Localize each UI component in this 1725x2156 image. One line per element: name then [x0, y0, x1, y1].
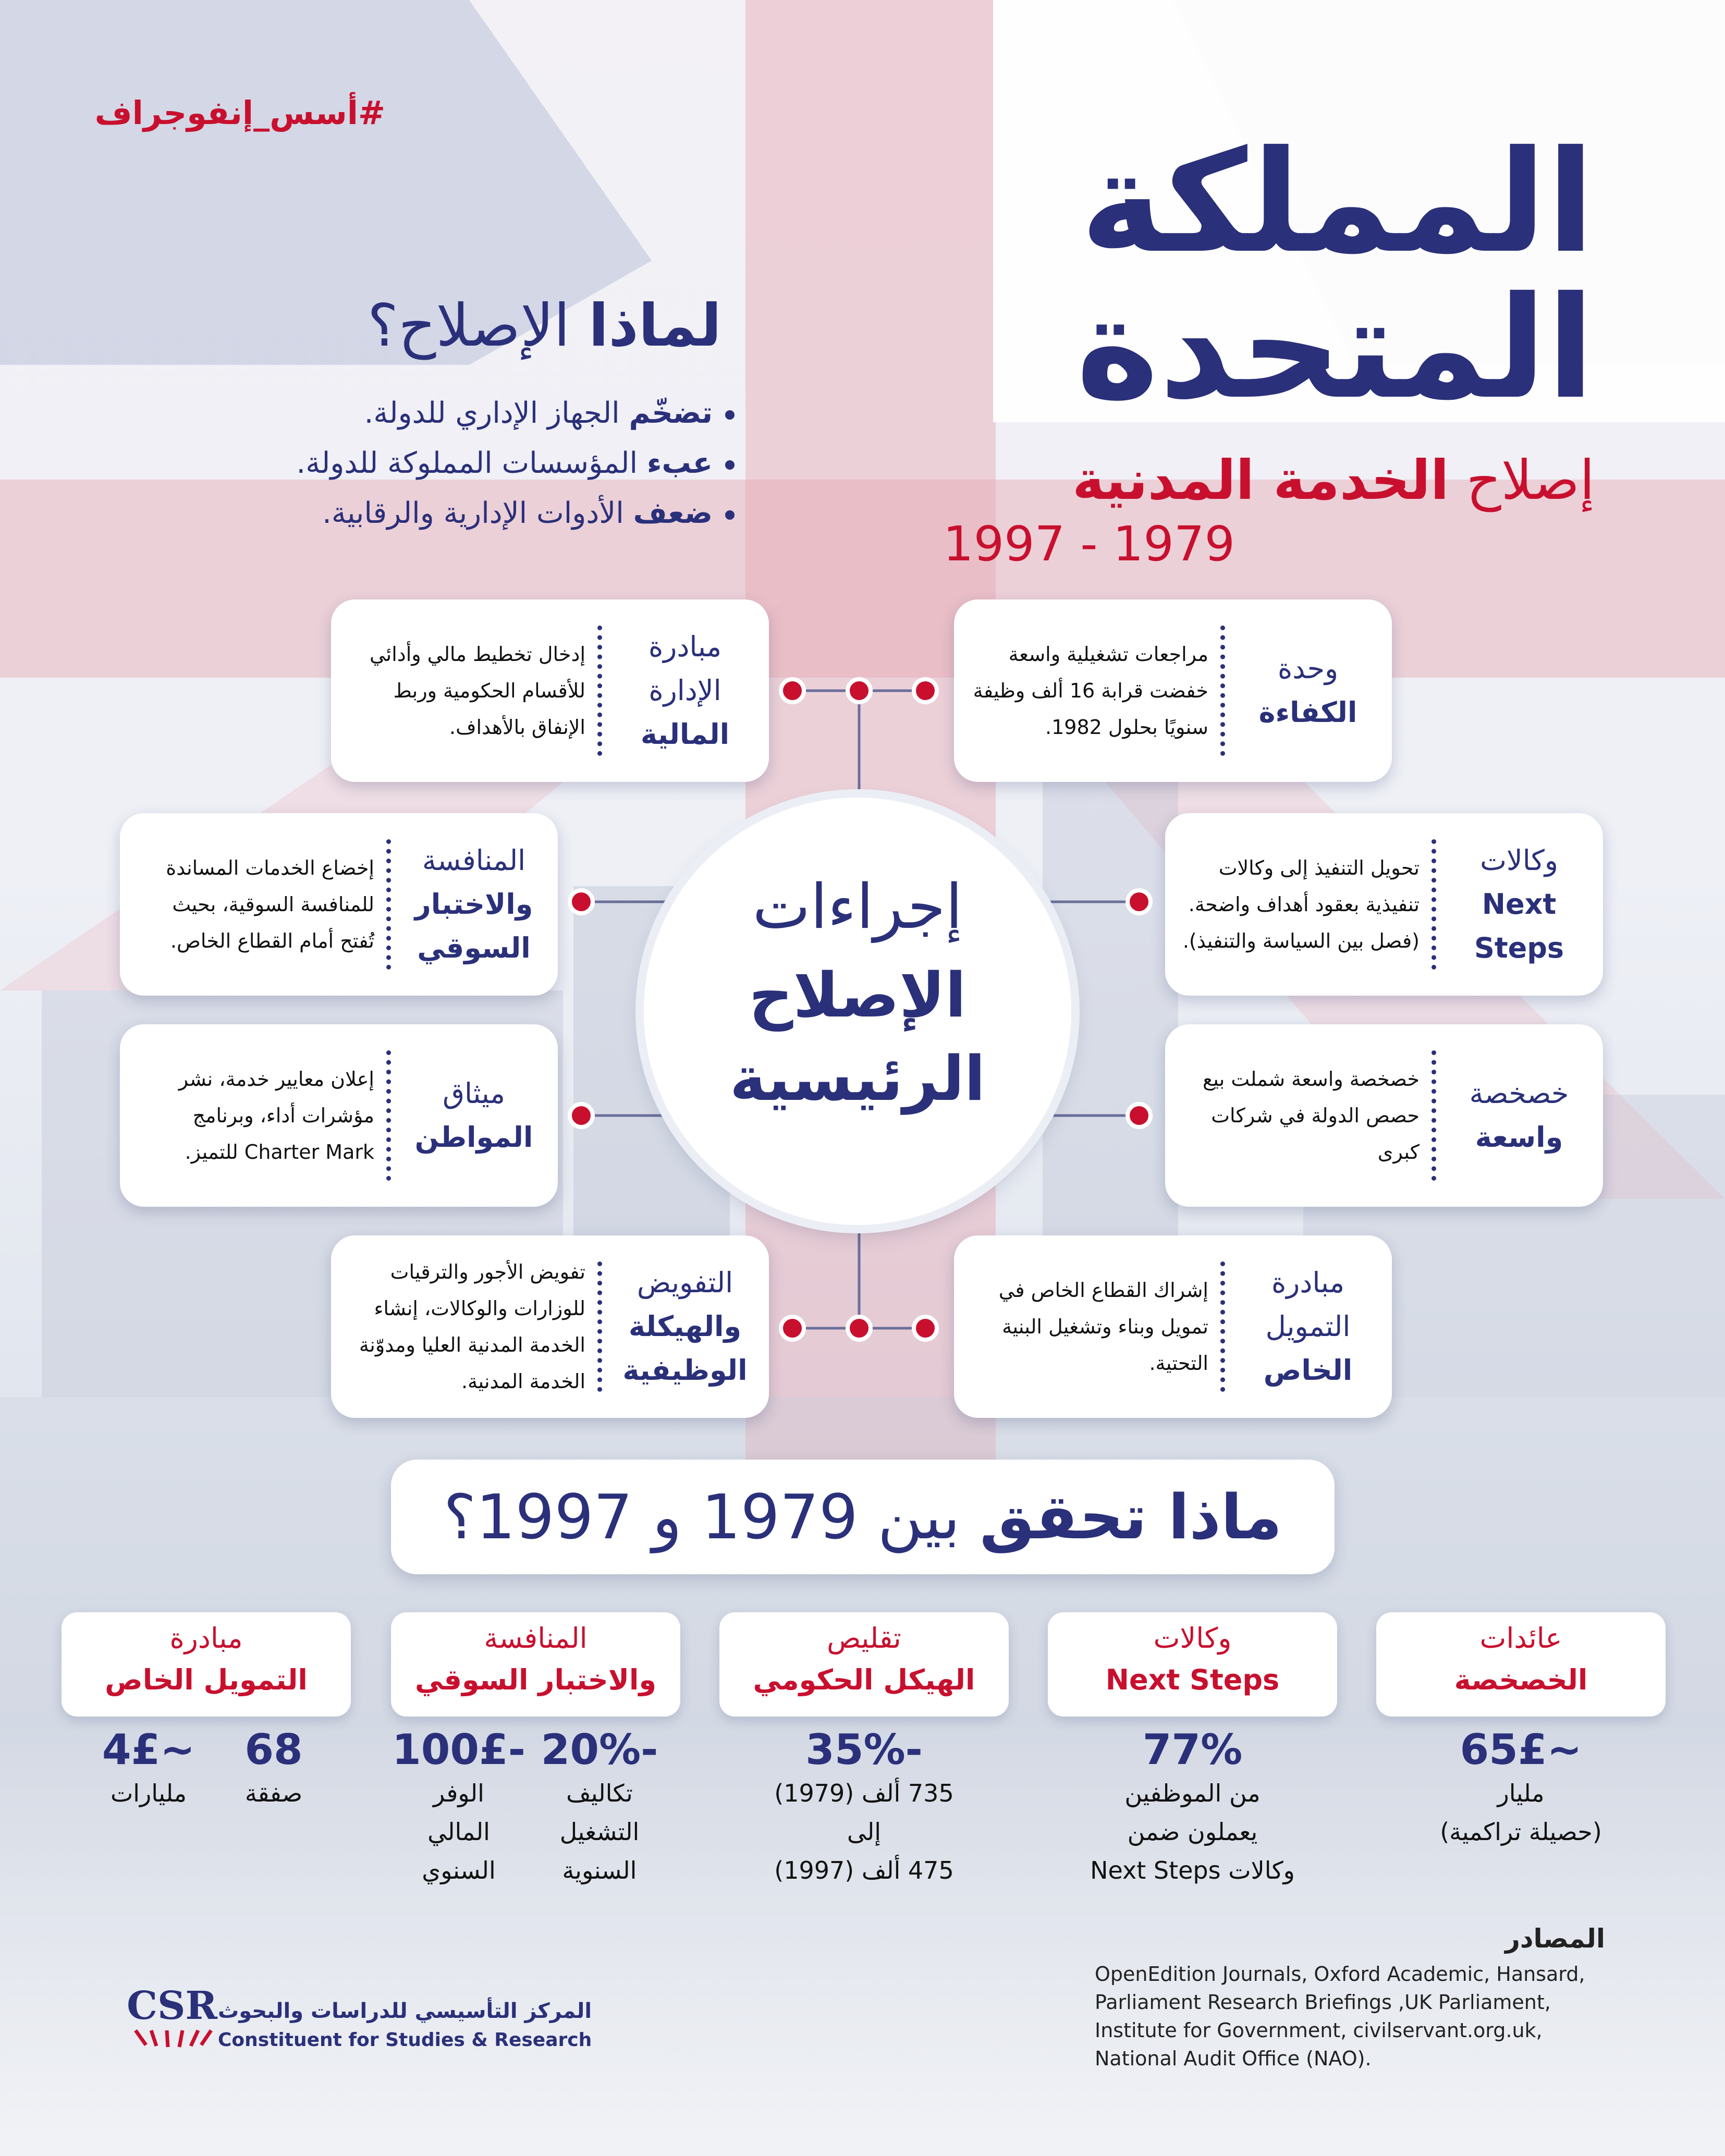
connector-dot-icon	[914, 1317, 937, 1340]
list-item	[296, 388, 735, 438]
card-description: إعلان معايير خدمة، نشر مؤشرات أداء، وبرنامج Charter Mark للتميز.	[178, 1068, 374, 1163]
bullet-dot-icon	[725, 460, 735, 470]
card-description: تفويض الأجور والترقيات للوزارات والوكالات، إنشاء الخدمة المدنية العليا ومدوّنة الخدمة المدنية.	[359, 1260, 585, 1393]
card-efficiency	[954, 599, 1392, 782]
hub-line-3: الرئيسية	[729, 1043, 986, 1114]
title-line-2: المتحدة	[1075, 266, 1595, 430]
stat-label: إلى	[847, 1818, 882, 1846]
card-title-bold: الكفاءة	[1258, 696, 1357, 729]
results-question	[391, 1460, 1335, 1574]
result-title: مبادرة	[169, 1622, 243, 1655]
result-title-bold: Next Steps	[1105, 1663, 1280, 1696]
connector-dot-icon	[570, 1104, 593, 1127]
result-title-bold: الهيكل الحكومي	[753, 1663, 975, 1696]
card-description: خصخصة واسعة شملت بيع حصص الدولة في شركات كبرى	[1203, 1068, 1420, 1163]
stat-label: يعملون ضمن	[1127, 1818, 1258, 1846]
dotted-divider	[386, 839, 391, 970]
years-range: 1997 - 1979	[943, 516, 1235, 572]
result-title-bold: والاختبار السوقي	[414, 1663, 657, 1696]
card-title: وكالات	[1480, 844, 1558, 877]
connector-dot-icon	[848, 1317, 871, 1340]
stat-value: 77%	[1142, 1725, 1243, 1774]
hub-line-1: إجراءات	[752, 871, 963, 942]
result-title-bold: الخصخصة	[1454, 1663, 1588, 1696]
result-card-privatization	[1376, 1612, 1666, 1717]
result-card-competition	[391, 1612, 680, 1717]
stat-label: 475 ألف (1997)	[774, 1856, 954, 1884]
card-title: التفويض	[637, 1266, 733, 1299]
question-rest: بين 1979 و 1997؟	[443, 1481, 980, 1553]
stat-costs	[527, 1725, 672, 1890]
card-title: ميثاق	[443, 1077, 505, 1110]
subtitle-prefix: إصلاح	[1466, 448, 1595, 512]
stat-value: 68	[244, 1725, 303, 1774]
stat-value: 4£~	[102, 1725, 195, 1774]
dotted-divider	[1432, 1050, 1436, 1181]
connector-dot-icon	[1128, 1104, 1151, 1127]
why-item-bold: ضعف	[633, 496, 713, 530]
card-private-finance	[954, 1235, 1392, 1418]
result-title: المنافسة	[484, 1622, 588, 1655]
stat-label: تكاليف	[566, 1779, 633, 1807]
connector-dot-icon	[570, 890, 593, 913]
card-title-bold: المالية	[640, 718, 730, 751]
result-title-bold: التمويل الخاص	[105, 1663, 308, 1696]
card-privatization	[1165, 1024, 1603, 1207]
stat-label: المالي	[427, 1818, 490, 1846]
stat-privatization	[1376, 1725, 1666, 1851]
sources-heading: المصادر	[1505, 1924, 1605, 1954]
connector-dot-icon	[848, 679, 871, 702]
card-delegation	[331, 1235, 769, 1418]
stat-label: السنوي	[422, 1856, 496, 1884]
stat-label: صفقة	[244, 1779, 303, 1807]
list-item	[296, 438, 735, 488]
card-title: مبادرة التمويل	[1265, 1266, 1351, 1343]
why-title-bold: لماذا	[588, 292, 721, 360]
subtitle-bold: الخدمة المدنية	[1072, 448, 1449, 512]
card-title-bold: الخاص	[1263, 1354, 1353, 1387]
card-description: إشراك القطاع الخاص في تمويل وبناء وتشغيل البنية التحتية.	[998, 1279, 1208, 1375]
why-item-text: الجهاز الإداري للدولة.	[364, 396, 629, 430]
card-title-bold: واسعة	[1475, 1121, 1563, 1154]
result-title: وكالات	[1153, 1622, 1232, 1655]
stat-value: 100£-	[392, 1725, 525, 1774]
why-item-bold: تضخّم	[629, 396, 713, 430]
stat-value: 65£~	[1460, 1725, 1582, 1774]
stat-label: (حصيلة تراكمية)	[1440, 1818, 1602, 1846]
stat-value: 20%-	[541, 1725, 658, 1774]
subtitle	[1072, 448, 1595, 512]
stat-label: مليارات	[110, 1779, 187, 1807]
logo-mark: CSR	[127, 1983, 217, 2028]
why-item-bold: عبء	[646, 446, 713, 480]
why-item-text: المؤسسات المملوكة للدولة.	[296, 446, 647, 480]
result-card-private-finance	[62, 1612, 351, 1717]
stat-next-steps	[1048, 1725, 1337, 1890]
question-bold: ماذا تحقق	[980, 1481, 1282, 1553]
card-next-steps	[1165, 813, 1603, 996]
bullet-dot-icon	[725, 510, 735, 520]
connector-dot-icon	[781, 1317, 804, 1340]
connector-dot-icon	[914, 679, 937, 702]
why-title-rest: الإصلاح؟	[367, 292, 570, 360]
card-title-bold: Next Steps	[1474, 888, 1564, 964]
card-market-testing	[120, 813, 558, 996]
stat-label: وكالات Next Steps	[1090, 1856, 1295, 1884]
bullet-dot-icon	[725, 410, 735, 420]
result-title: عائدات	[1479, 1622, 1562, 1655]
reform-hub	[644, 798, 1071, 1225]
card-title: مبادرة الإدارة	[648, 630, 722, 707]
card-description: إخضاع الخدمات المساندة للمنافسة السوقية، بحيث تُفتح أمام القطاع الخاص.	[166, 856, 374, 952]
stat-label: من الموظفين	[1124, 1779, 1261, 1807]
logo-english-name: Constituent for Studies & Research	[218, 2029, 592, 2051]
dotted-divider	[1432, 839, 1436, 970]
title-panel	[993, 0, 1725, 430]
why-title	[368, 292, 721, 360]
logo-arabic-name: المركز التأسيسي للدراسات والبحوث	[218, 1999, 592, 2023]
card-title: وحدة	[1277, 652, 1339, 685]
why-item-text: الأدوات الإدارية والرقابية.	[322, 496, 633, 530]
stat-label: 735 ألف (1979)	[774, 1779, 954, 1807]
card-title-bold: والهيكلة الوظيفية	[622, 1310, 748, 1387]
stat-label: التشغيل	[559, 1818, 640, 1846]
card-financial-management	[331, 599, 769, 782]
hashtag: #أسس_إنفوجراف	[94, 94, 385, 132]
card-title: المنافسة	[422, 844, 526, 877]
card-title: خصخصة	[1469, 1077, 1569, 1110]
csr-logo-icon	[115, 1983, 229, 2051]
connector-dot-icon	[1128, 890, 1151, 913]
stat-structure	[719, 1725, 1009, 1890]
card-title-bold: والاختبار السوقي	[414, 888, 533, 964]
card-description: تحويل التنفيذ إلى وكالات تنفيذية بعقود أهداف واضحة. (فصل بين السياسة والتنفيذ).	[1182, 856, 1420, 952]
card-description: إدخال تخطيط مالي وأدائي للأقسام الحكومية وربط الإنفاق بالأهداف.	[369, 643, 585, 739]
title-line-1: المملكة	[1080, 120, 1595, 284]
stat-label: الوفر	[433, 1779, 484, 1807]
card-description: مراجعات تشغيلية واسعة خفضت قرابة 16 ألف وظيفة سنويًا بحلول 1982.	[973, 643, 1208, 739]
card-title-bold: المواطن	[414, 1121, 533, 1154]
connector-dot-icon	[781, 679, 804, 702]
stat-billions	[83, 1725, 214, 1812]
result-title: تقليص	[827, 1622, 901, 1655]
list-item	[296, 488, 735, 538]
hub-line-2: الإصلاح	[749, 959, 967, 1031]
dotted-divider	[597, 1261, 602, 1392]
why-list	[296, 388, 735, 538]
stat-savings	[386, 1725, 532, 1890]
sources-text: OpenEdition Journals, Oxford Academic, Hansard, Parliament Research Briefings ,UK Parliament, Institute for Government, civilservant.org.uk, National Audit Office (NAO).	[1095, 1963, 1585, 2070]
result-card-structure	[719, 1612, 1009, 1717]
stat-value: 35%-	[805, 1725, 923, 1774]
dotted-divider	[386, 1050, 391, 1181]
card-citizens-charter	[120, 1024, 558, 1207]
stat-label: مليار	[1497, 1779, 1545, 1807]
dotted-divider	[1220, 626, 1225, 756]
result-card-next-steps	[1048, 1612, 1337, 1717]
dotted-divider	[1220, 1261, 1225, 1392]
dotted-divider	[597, 626, 602, 756]
stat-deals	[209, 1725, 339, 1812]
stat-label: السنوية	[562, 1856, 637, 1884]
